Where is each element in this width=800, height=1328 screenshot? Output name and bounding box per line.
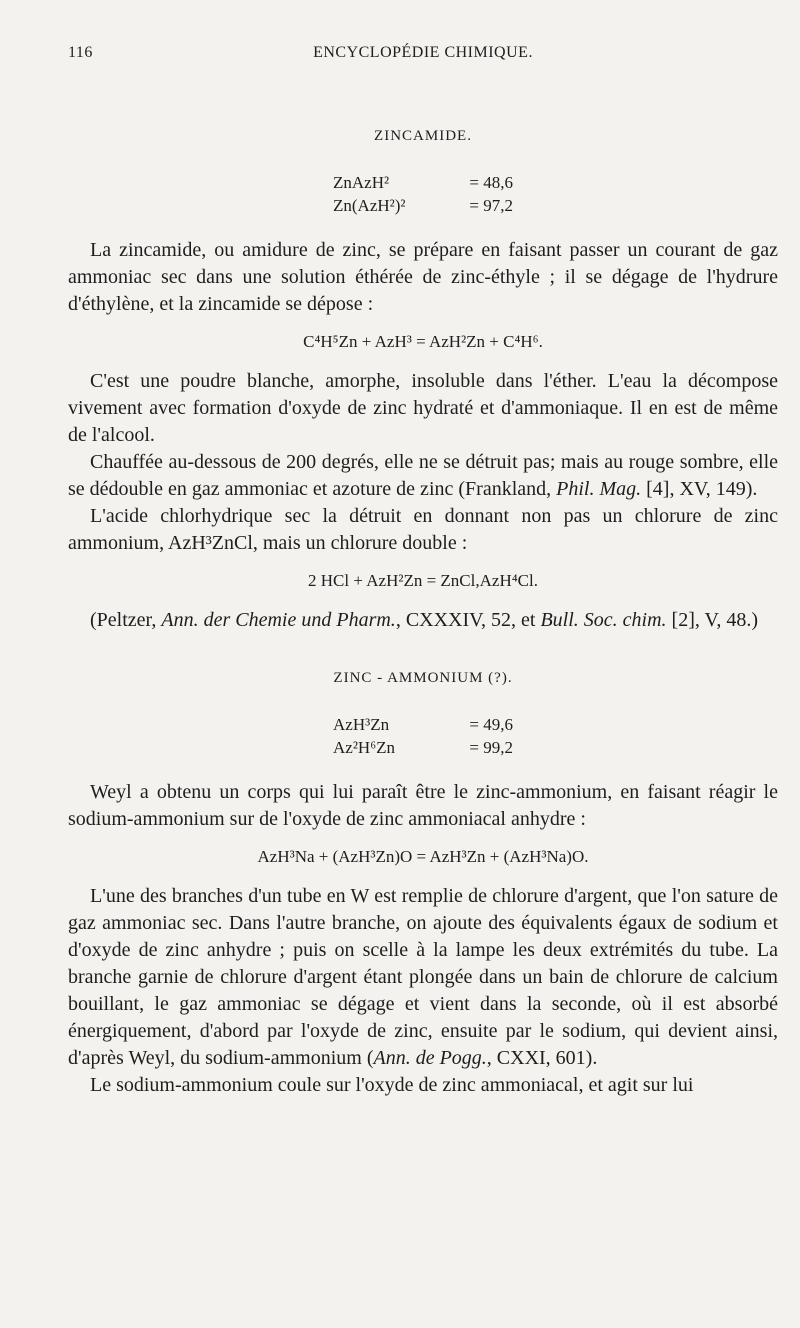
formula-line — [333, 171, 513, 194]
formula-lhs: Zn(AzH²)² — [333, 196, 406, 215]
page-header — [68, 44, 778, 68]
paragraph-hydrochloric: L'acide chlorhydrique sec la détruit en donnant non pas un chlorure de zinc ammonium, AzH³ZnCl, mais un chlorure double : — [68, 505, 778, 554]
molecular-weights-zinc-ammonium — [333, 713, 513, 759]
tube-ref-end: , CXXI, 601). — [486, 1047, 598, 1069]
paragraph-citation — [68, 607, 778, 634]
equation-double-chloride: 2 HCl + AzH²Zn = ZnCl,AzH⁴Cl. — [308, 571, 538, 590]
equation-preparation: C⁴H⁵Zn + AzH³ = AzH²Zn + C⁴H⁶. — [303, 332, 543, 351]
tube-text: L'une des branches d'un tube en W est remplie de chlorure d'argent, que l'on sature de gaz ammoniac sec. Dans l'autre branche, on ajoute des équivalents égaux de sodium et d'oxyde de zinc anhydre ; puis on scelle à la lampe les deux extrémités du tube. La branche garnie de chlorure d'argent étant plongée dans un bain de chlorure de calcium bouillant, le gaz ammoniac se dégage et vient dans la seconde, où il est absorbé énergiquement, d'abord par l'oxyde de zinc, ensuite par le sodium, qui devient ainsi, d'après Weyl, du sodium-ammonium — [68, 885, 778, 1069]
paragraph-preparation: La zincamide, ou amidure de zinc, se prépare en faisant passer un courant de gaz ammoniac sec dans une solution éthérée de zinc-éthyle ; il se dégage de l'hydrure d'éthylène, et la zincamide se dépose : — [68, 239, 778, 315]
paragraph-heating — [68, 449, 778, 503]
tube-ref-open: ( — [366, 1047, 374, 1069]
page-number: 116 — [68, 44, 93, 61]
running-title: ENCYCLOPÉDIE CHIMIQUE. — [313, 44, 533, 61]
formula-rhs: = 97,2 — [469, 196, 513, 215]
page-content — [68, 128, 778, 1099]
formula-rhs: = 49,6 — [469, 715, 513, 734]
heating-text: Chauffée au-dessous de 200 degrés, elle ne se détruit pas; mais au rouge sombre, elle se dédouble en gaz ammoniac et azoture de zinc (Frankland, — [68, 451, 778, 500]
citation-journal-1: Ann. der Chemie und Pharm. — [161, 609, 396, 631]
section-title-zincamide: ZINCAMIDE. — [374, 128, 472, 144]
formula-line — [333, 194, 513, 217]
formula-line — [333, 736, 513, 759]
formula-lhs: AzH³Zn — [333, 715, 390, 734]
formula-rhs: = 48,6 — [469, 173, 513, 192]
formula-rhs: = 99,2 — [469, 738, 513, 757]
formula-line — [333, 713, 513, 736]
citation-open: (Peltzer, — [90, 609, 157, 631]
citation-end: [2], V, 48.) — [671, 609, 759, 631]
formula-lhs: Az²H⁶Zn — [333, 738, 396, 757]
heating-reference-end: [4], XV, 149). — [646, 478, 758, 500]
paragraph-properties: C'est une poudre blanche, amorphe, insoluble dans l'éther. L'eau la décompose vivement avec formation d'oxyde de zinc hydraté et d'ammoniaque. Il en est de même de l'alcool. — [68, 370, 778, 446]
heating-reference: Phil. Mag. — [556, 478, 642, 500]
paragraph-weyl: Weyl a obtenu un corps qui lui paraît être le zinc-ammonium, en faisant réagir le sodium-ammonium sur de l'oxyde de zinc ammoniacal anhydre : — [68, 781, 778, 830]
equation-zinc-ammonium: AzH³Na + (AzH³Zn)O = AzH³Zn + (AzH³Na)O. — [257, 847, 589, 866]
paragraph-tube-experiment — [68, 883, 778, 1072]
formula-lhs: ZnAzH² — [333, 173, 390, 192]
section-title-zinc-ammonium: ZINC - AMMONIUM (?). — [333, 670, 513, 686]
citation-journal-2: Bull. Soc. chim. — [540, 609, 667, 631]
paragraph-sodium-ammonium: Le sodium-ammonium coule sur l'oxyde de zinc ammoniacal, et agit sur lui — [90, 1074, 694, 1096]
citation-mid: , CXXXIV, 52, et — [395, 609, 536, 631]
molecular-weights-zincamide — [333, 171, 513, 217]
tube-reference: Ann. de Pogg. — [373, 1047, 487, 1069]
